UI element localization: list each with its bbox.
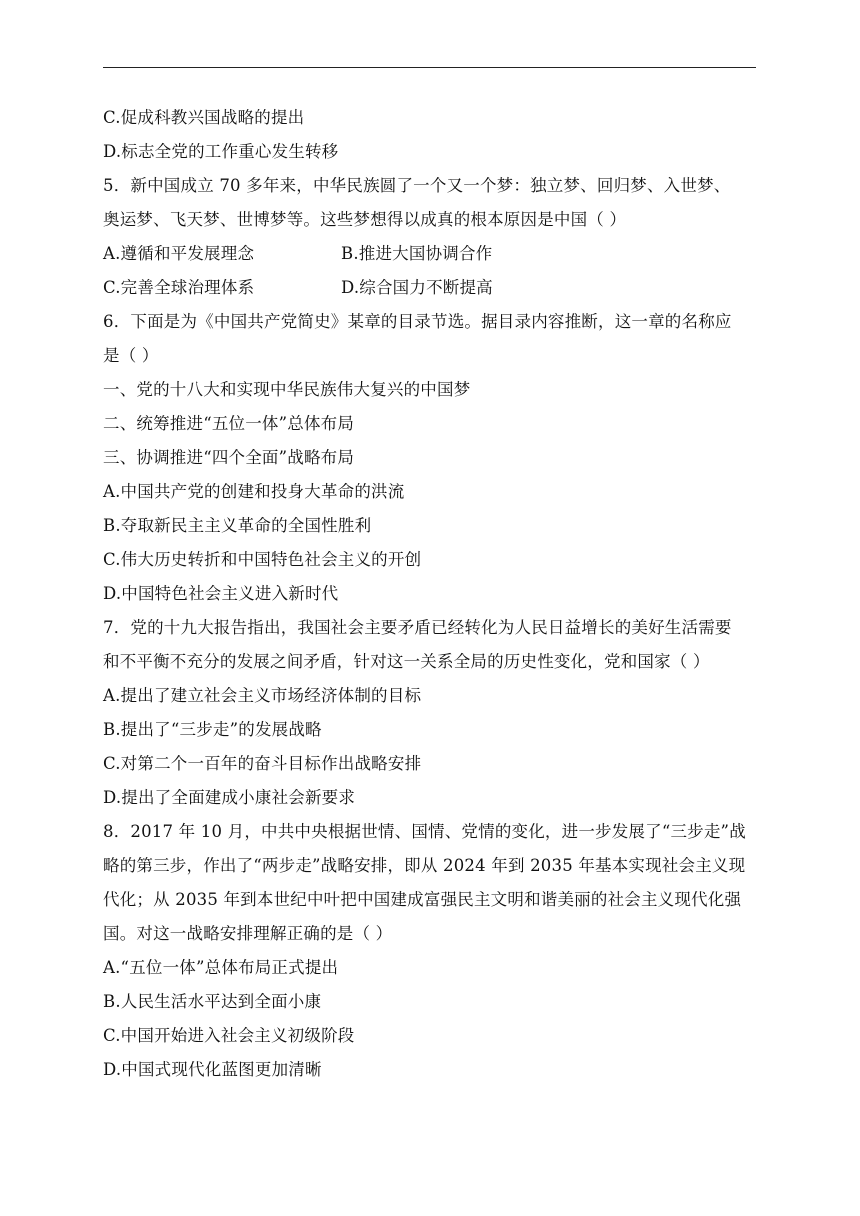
question-list — [103, 101, 763, 1087]
q5-options-row-2 — [103, 271, 763, 305]
q5-stem-line-2: 奥运梦、飞天梦、世博梦等。这些梦想得以成真的根本原因是中国（ ） — [103, 210, 627, 229]
q6-option-d[interactable]: D.中国特色社会主义进入新时代 — [103, 584, 339, 603]
q4-option-d[interactable]: D.标志全党的工作重心发生转移 — [103, 142, 339, 161]
q8-option-c[interactable]: C.中国开始进入社会主义初级阶段 — [103, 1026, 355, 1045]
q4-option-c[interactable]: C.促成科教兴国战略的提出 — [103, 108, 305, 127]
q5-option-d[interactable]: D.综合国力不断提高 — [341, 278, 493, 297]
q8-stem-line-3: 代化；从 2035 年到本世纪中叶把中国建成富强民主文明和谐美丽的社会主义现代化强 — [103, 890, 742, 909]
q8-stem-line-2: 略的第三步，作出了“两步走”战略安排，即从 2024 年到 2035 年基本实现社会主义现 — [103, 856, 746, 875]
q6-stem-line-2: 是（ ） — [103, 346, 159, 365]
q7-option-a[interactable]: A.提出了建立社会主义市场经济体制的目标 — [103, 686, 422, 705]
q8-option-d[interactable]: D.中国式现代化蓝图更加清晰 — [103, 1060, 322, 1079]
q5-option-c[interactable]: C.完善全球治理体系 — [103, 278, 255, 297]
q7-option-c[interactable]: C.对第二个一百年的奋斗目标作出战略安排 — [103, 754, 422, 773]
q6-option-c[interactable]: C.伟大历史转折和中国特色社会主义的开创 — [103, 550, 422, 569]
q6-catalog-item-1: 一、党的十八大和实现中华民族伟大复兴的中国梦 — [103, 380, 471, 399]
q6-catalog-item-3: 三、协调推进“四个全面”战略布局 — [103, 448, 355, 467]
q5-option-b[interactable]: B.推进大国协调合作 — [341, 244, 493, 263]
header-rule — [103, 67, 756, 68]
q8-stem-line-1: 8．2017 年 10 月，中共中央根据世情、国情、党情的变化，进一步发展了“三步走”战 — [103, 822, 746, 841]
q8-option-b[interactable]: B.人民生活水平达到全面小康 — [103, 992, 322, 1011]
q6-option-b[interactable]: B.夺取新民主主义革命的全国性胜利 — [103, 516, 372, 535]
q7-option-b[interactable]: B.提出了“三步走”的发展战略 — [103, 720, 322, 739]
q7-option-d[interactable]: D.提出了全面建成小康社会新要求 — [103, 788, 356, 807]
q7-stem-line-1: 7．党的十九大报告指出，我国社会主要矛盾已经转化为人民日益增长的美好生活需要 — [103, 618, 732, 637]
q7-stem-line-2: 和不平衡不充分的发展之间矛盾，针对这一关系全局的历史性变化，党和国家（ ） — [103, 652, 710, 671]
q5-options-row-1 — [103, 237, 763, 271]
q5-stem-line-1: 5．新中国成立 70 多年来，中华民族圆了一个又一个梦：独立梦、回归梦、入世梦、 — [103, 176, 731, 195]
q6-catalog-item-2: 二、统筹推进“五位一体”总体布局 — [103, 414, 355, 433]
q5-option-a[interactable]: A.遵循和平发展理念 — [103, 244, 255, 263]
q8-stem-line-4: 国。对这一战略安排理解正确的是（ ） — [103, 924, 393, 943]
q6-option-a[interactable]: A.中国共产党的创建和投身大革命的洪流 — [103, 482, 405, 501]
q6-stem-line-1: 6．下面是为《中国共产党简史》某章的目录节选。据目录内容推断，这一章的名称应 — [103, 312, 732, 331]
q8-option-a[interactable]: A.“五位一体”总体布局正式提出 — [103, 958, 339, 977]
